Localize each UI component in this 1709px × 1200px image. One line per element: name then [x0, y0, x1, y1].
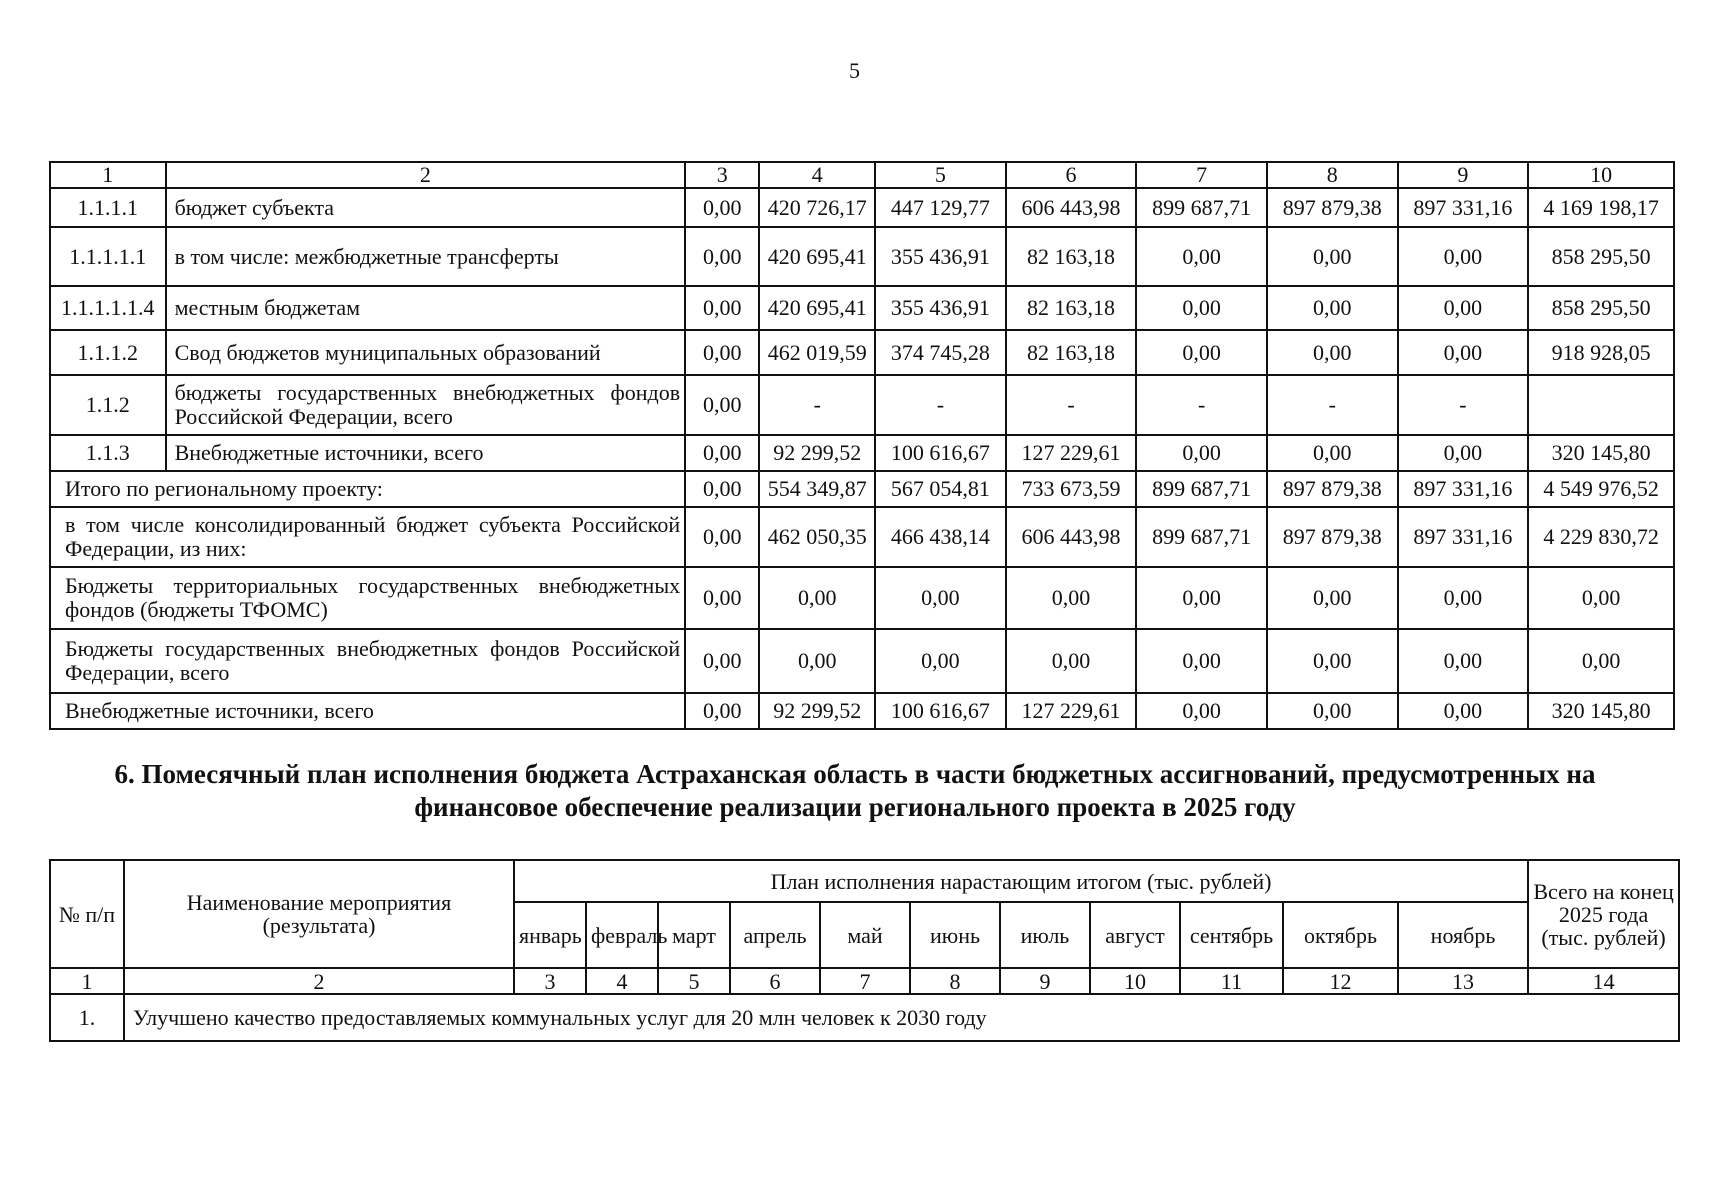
row-name: в том числе: межбюджетные трансферты	[166, 227, 686, 286]
plan-header: План исполнения нарастающим итогом (тыс. рублей)	[514, 860, 1528, 902]
month-header: сентябрь	[1180, 902, 1283, 968]
cell-value: 0,00	[1267, 227, 1398, 286]
col-name-header: Наименование мероприятия (результата)	[124, 860, 514, 968]
summary-row	[50, 567, 1674, 629]
row-number: 1.1.3	[50, 435, 166, 471]
row-number: 1.1.1.1.1	[50, 227, 166, 286]
column-number: 2	[124, 968, 514, 994]
row-number: 1.1.1.1.1.4	[50, 286, 166, 330]
cell-value: 0,00	[1136, 286, 1267, 330]
column-number: 6	[730, 968, 820, 994]
summary-row	[50, 507, 1674, 567]
column-number: 10	[1528, 162, 1674, 188]
cell-value: 606 443,98	[1006, 188, 1137, 227]
summary-label: Бюджеты государственных внебюджетных фондов Российской Федерации, всего	[50, 629, 685, 693]
cell-value: 447 129,77	[875, 188, 1006, 227]
cell-value: 0,00	[685, 507, 759, 567]
month-header: май	[820, 902, 910, 968]
cell-value: 899 687,71	[1136, 471, 1267, 507]
cell-value: 0,00	[1267, 286, 1398, 330]
cell-value: 320 145,80	[1528, 693, 1674, 729]
month-header: март	[658, 902, 730, 968]
cell-value: 127 229,61	[1006, 693, 1137, 729]
summary-label: Бюджеты территориальных государственных внебюджетных фондов (бюджеты ТФОМС)	[50, 567, 685, 629]
month-header: февраль	[586, 902, 658, 968]
cell-value: 374 745,28	[875, 330, 1006, 375]
summary-row	[50, 693, 1674, 729]
page-number: 5	[849, 58, 860, 83]
cell-value: 4 169 198,17	[1528, 188, 1674, 227]
month-header: июль	[1000, 902, 1090, 968]
cell-value: 0,00	[759, 567, 875, 629]
cell-value: 0,00	[1136, 567, 1267, 629]
cell-value: 897 879,38	[1267, 507, 1398, 567]
table-row	[50, 435, 1674, 471]
cell-value: 100 616,67	[875, 693, 1006, 729]
summary-row	[50, 629, 1674, 693]
row-name: Внебюджетные источники, всего	[166, 435, 686, 471]
cell-value: 0,00	[1398, 435, 1529, 471]
cell-value: 0,00	[1267, 693, 1398, 729]
cell-value: 92 299,52	[759, 435, 875, 471]
cell-value: 4 229 830,72	[1528, 507, 1674, 567]
cell-value: 0,00	[759, 629, 875, 693]
cell-value: 0,00	[1528, 567, 1674, 629]
cell-value: 82 163,18	[1006, 330, 1137, 375]
cell-value: -	[1136, 375, 1267, 435]
month-header: апрель	[730, 902, 820, 968]
cell-value: 0,00	[875, 567, 1006, 629]
column-number: 9	[1000, 968, 1090, 994]
cell-value: 462 019,59	[759, 330, 875, 375]
column-number: 3	[685, 162, 759, 188]
row-number: 1.1.2	[50, 375, 166, 435]
cell-value: 0,00	[1398, 286, 1529, 330]
cell-value	[1528, 375, 1674, 435]
cell-value: -	[1006, 375, 1137, 435]
row-name: бюджет субъекта	[166, 188, 686, 227]
cell-value: 554 349,87	[759, 471, 875, 507]
cell-value: 0,00	[685, 471, 759, 507]
cell-value: 0,00	[1398, 629, 1529, 693]
cell-value: 899 687,71	[1136, 188, 1267, 227]
cell-value: 0,00	[685, 286, 759, 330]
table-row	[50, 375, 1674, 435]
summary-row	[50, 471, 1674, 507]
cell-value: 420 695,41	[759, 227, 875, 286]
cell-value: 0,00	[1267, 435, 1398, 471]
month-header: ноябрь	[1398, 902, 1528, 968]
total-header: Всего на конец 2025 года (тыс. рублей)	[1528, 860, 1679, 968]
cell-value: 567 054,81	[875, 471, 1006, 507]
row-text: Улучшено качество предоставляемых коммунальных услуг для 20 млн человек к 2030 году	[124, 994, 1679, 1041]
row-name: Свод бюджетов муниципальных образований	[166, 330, 686, 375]
column-number: 5	[875, 162, 1006, 188]
cell-value: 0,00	[1006, 629, 1137, 693]
month-header: январь	[514, 902, 586, 968]
cell-value: 897 331,16	[1398, 471, 1529, 507]
cell-value: 100 616,67	[875, 435, 1006, 471]
row-number: 1.1.1.1	[50, 188, 166, 227]
cell-value: 897 331,16	[1398, 188, 1529, 227]
summary-label: в том числе консолидированный бюджет субъекта Российской Федерации, из них:	[50, 507, 685, 567]
cell-value: 0,00	[1398, 693, 1529, 729]
cell-value: 355 436,91	[875, 286, 1006, 330]
cell-value: 4 549 976,52	[1528, 471, 1674, 507]
table-row	[50, 188, 1674, 227]
cell-value: 0,00	[685, 629, 759, 693]
cell-value: 0,00	[685, 435, 759, 471]
table-row	[50, 227, 1674, 286]
column-number: 3	[514, 968, 586, 994]
cell-value: 0,00	[685, 227, 759, 286]
cell-value: 0,00	[1136, 435, 1267, 471]
cell-value: 462 050,35	[759, 507, 875, 567]
cell-value: 899 687,71	[1136, 507, 1267, 567]
cell-value: 733 673,59	[1006, 471, 1137, 507]
row-name: бюджеты государственных внебюджетных фондов Российской Федерации, всего	[166, 375, 686, 435]
cell-value: 92 299,52	[759, 693, 875, 729]
column-number: 1	[50, 968, 124, 994]
monthly-plan-table	[49, 859, 1680, 1042]
cell-value: 897 879,38	[1267, 188, 1398, 227]
column-number: 4	[759, 162, 875, 188]
cell-value: -	[875, 375, 1006, 435]
cell-value: 918 928,05	[1528, 330, 1674, 375]
summary-label: Итого по региональному проекту:	[50, 471, 685, 507]
cell-value: 0,00	[1267, 629, 1398, 693]
month-header: октябрь	[1283, 902, 1398, 968]
cell-value: 0,00	[875, 629, 1006, 693]
column-number: 1	[50, 162, 166, 188]
table-row	[50, 330, 1674, 375]
table-row	[50, 286, 1674, 330]
column-number: 13	[1398, 968, 1528, 994]
cell-value: 127 229,61	[1006, 435, 1137, 471]
cell-value: 0,00	[1398, 330, 1529, 375]
col-num-header: № п/п	[50, 860, 124, 968]
cell-value: 0,00	[1267, 567, 1398, 629]
cell-value: 858 295,50	[1528, 227, 1674, 286]
cell-value: 0,00	[1136, 629, 1267, 693]
summary-label: Внебюджетные источники, всего	[50, 693, 685, 729]
table-row	[50, 994, 1679, 1041]
column-number: 5	[658, 968, 730, 994]
cell-value: 82 163,18	[1006, 286, 1137, 330]
cell-value: 355 436,91	[875, 227, 1006, 286]
cell-value: -	[1267, 375, 1398, 435]
header-row	[50, 860, 1679, 902]
month-header: июнь	[910, 902, 1000, 968]
cell-value: -	[1398, 375, 1529, 435]
cell-value: 0,00	[1398, 567, 1529, 629]
column-number: 8	[910, 968, 1000, 994]
cell-value: 0,00	[1528, 629, 1674, 693]
column-number: 6	[1006, 162, 1137, 188]
cell-value: 0,00	[685, 375, 759, 435]
cell-value: 858 295,50	[1528, 286, 1674, 330]
column-number-row	[50, 968, 1679, 994]
column-number: 4	[586, 968, 658, 994]
cell-value: 0,00	[1267, 330, 1398, 375]
column-number: 8	[1267, 162, 1398, 188]
cell-value: 0,00	[685, 330, 759, 375]
cell-value: 897 331,16	[1398, 507, 1529, 567]
row-number: 1.1.1.2	[50, 330, 166, 375]
column-number: 2	[166, 162, 686, 188]
cell-value: 0,00	[685, 693, 759, 729]
cell-value: 0,00	[685, 567, 759, 629]
column-number: 11	[1180, 968, 1283, 994]
column-number: 12	[1283, 968, 1398, 994]
cell-value: 0,00	[1006, 567, 1137, 629]
month-header: август	[1090, 902, 1180, 968]
cell-value: 0,00	[1398, 227, 1529, 286]
column-number: 7	[820, 968, 910, 994]
row-name: местным бюджетам	[166, 286, 686, 330]
budget-table	[49, 161, 1675, 730]
cell-value: 0,00	[1136, 330, 1267, 375]
cell-value: 0,00	[1136, 693, 1267, 729]
section-heading: 6. Помесячный план исполнения бюджета Астраханская область в части бюджетных ассигнований, предусмотренных на финансовое обеспечение реализации регионального проекта в 2025 году	[114, 759, 1596, 822]
cell-value: 897 879,38	[1267, 471, 1398, 507]
column-number: 9	[1398, 162, 1529, 188]
cell-value: 320 145,80	[1528, 435, 1674, 471]
cell-value: 0,00	[685, 188, 759, 227]
cell-value: -	[759, 375, 875, 435]
row-number: 1.	[50, 994, 124, 1041]
column-number-row	[50, 162, 1674, 188]
column-number: 10	[1090, 968, 1180, 994]
cell-value: 606 443,98	[1006, 507, 1137, 567]
column-number: 7	[1136, 162, 1267, 188]
column-number: 14	[1528, 968, 1679, 994]
cell-value: 420 726,17	[759, 188, 875, 227]
cell-value: 0,00	[1136, 227, 1267, 286]
cell-value: 82 163,18	[1006, 227, 1137, 286]
cell-value: 466 438,14	[875, 507, 1006, 567]
cell-value: 420 695,41	[759, 286, 875, 330]
